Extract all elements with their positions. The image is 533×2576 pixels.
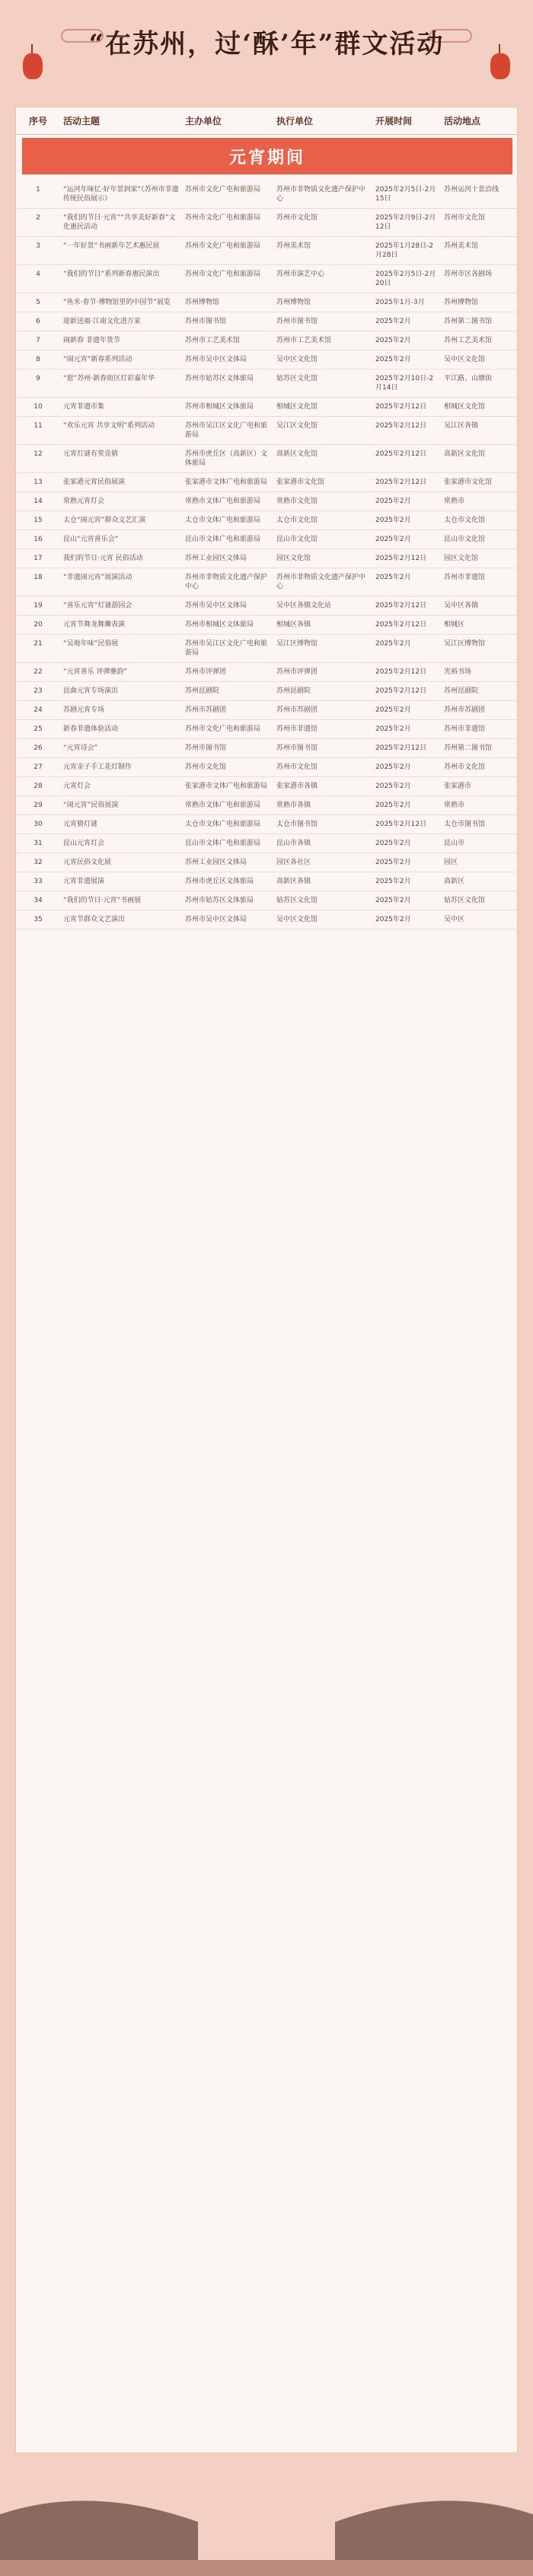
cell-theme: 昆曲元宵专场演出 bbox=[63, 687, 119, 695]
cell-location: 吴江区博物馆 bbox=[444, 640, 486, 648]
cell-location: 苏州市非遗馆 bbox=[444, 725, 486, 733]
cell-index: 10 bbox=[34, 403, 43, 411]
cell-location: 苏州市文化馆 bbox=[444, 214, 486, 222]
cell-host: 苏州市非物质文化遗产保护中心 bbox=[185, 574, 268, 590]
table-row bbox=[16, 492, 519, 511]
table-row bbox=[16, 597, 519, 616]
cell-location: 太仓市图书馆 bbox=[444, 821, 486, 828]
cell-theme: “喜乐元宵”灯谜游园会 bbox=[63, 602, 132, 610]
table-row bbox=[16, 910, 519, 930]
cell-theme: 元宵灯谜有奖竞猜 bbox=[63, 450, 119, 458]
cell-time: 2025年2月 bbox=[375, 763, 411, 771]
cell-time: 2025年2月 bbox=[375, 802, 411, 809]
table-row bbox=[16, 872, 519, 891]
cell-time: 2025年2月 bbox=[375, 640, 411, 648]
cell-executor: 园区文化馆 bbox=[276, 555, 311, 562]
cell-executor: 常熟市文化馆 bbox=[276, 498, 318, 505]
table-row bbox=[16, 530, 519, 549]
cell-time: 2025年1月-3月 bbox=[375, 299, 425, 306]
cell-location: 高新区 bbox=[444, 878, 465, 885]
table-row bbox=[16, 815, 519, 834]
cell-theme: 元宵猜灯谜 bbox=[63, 821, 98, 828]
cell-executor: 苏州市演艺中心 bbox=[276, 270, 325, 278]
cell-index: 23 bbox=[34, 687, 43, 695]
cell-time: 2025年2月10日-2月14日 bbox=[375, 375, 434, 392]
cell-time: 2025年2月9日-2月12日 bbox=[375, 214, 436, 231]
period-banner bbox=[22, 138, 512, 174]
cell-executor: 张家港市各镇 bbox=[276, 782, 318, 790]
page-title-wrap bbox=[0, 23, 533, 60]
cell-location: 吴中区各镇 bbox=[444, 602, 479, 610]
table-row bbox=[16, 777, 519, 796]
table-row bbox=[16, 237, 519, 265]
cell-index: 16 bbox=[34, 536, 43, 543]
table-row bbox=[16, 549, 519, 568]
cell-location: 苏州市文化馆 bbox=[444, 763, 486, 771]
cell-executor: 园区各社区 bbox=[276, 859, 311, 866]
cell-location: 吴江区各镇 bbox=[444, 422, 479, 430]
cell-time: 2025年2月 bbox=[375, 574, 411, 581]
cell-index: 32 bbox=[34, 859, 43, 866]
cell-location: 姑苏区文化馆 bbox=[444, 897, 486, 904]
cell-index: 3 bbox=[36, 242, 40, 250]
col-header-executor: 执行单位 bbox=[276, 116, 314, 126]
cell-theme: “非遗闹元宵”展演活动 bbox=[63, 574, 132, 581]
cell-index: 18 bbox=[34, 574, 43, 581]
cell-location: 吴中区 bbox=[444, 916, 465, 923]
cell-index: 33 bbox=[34, 878, 43, 885]
table-row bbox=[16, 682, 519, 701]
col-header-index: 序号 bbox=[28, 116, 47, 126]
cell-executor: 吴中区文化馆 bbox=[276, 916, 318, 923]
cell-host: 张家港市文体广电和旅游局 bbox=[185, 782, 268, 790]
cell-index: 34 bbox=[34, 897, 43, 904]
cell-executor: 相城区文化馆 bbox=[276, 403, 318, 411]
cell-index: 2 bbox=[36, 214, 40, 222]
roof-illustration bbox=[0, 2469, 533, 2576]
cell-theme: “元宵喜乐 评弹雅韵” bbox=[63, 668, 128, 676]
cell-index: 14 bbox=[34, 498, 43, 505]
cell-host: 苏州市苏剧团 bbox=[185, 706, 227, 714]
cell-host: 苏州市相城区文体旅局 bbox=[185, 621, 254, 629]
cell-time: 2025年2月12日 bbox=[375, 621, 427, 629]
cell-location: 园区文化馆 bbox=[444, 555, 479, 562]
cell-time: 2025年2月 bbox=[375, 356, 411, 363]
cell-theme: 元宵民俗文化展 bbox=[63, 859, 112, 866]
cell-host: 苏州市吴江区文化广电和旅游局 bbox=[185, 422, 268, 439]
cell-theme: 元宵节群众文艺演出 bbox=[63, 916, 126, 923]
cell-index: 13 bbox=[34, 478, 43, 486]
table-row bbox=[16, 663, 519, 682]
cell-host: 苏州市吴中区文体局 bbox=[185, 356, 247, 363]
cell-theme: 元宵非遗市集 bbox=[63, 403, 105, 411]
table-row bbox=[16, 265, 519, 293]
table-row bbox=[16, 635, 519, 663]
cell-index: 7 bbox=[36, 337, 40, 344]
cell-time: 2025年2月12日 bbox=[375, 422, 427, 430]
cell-executor: 苏州昆剧院 bbox=[276, 687, 311, 695]
table-row bbox=[16, 758, 519, 777]
cell-index: 25 bbox=[34, 725, 43, 733]
cell-index: 8 bbox=[36, 356, 40, 363]
cell-location: 吴中区文化馆 bbox=[444, 356, 486, 363]
cell-host: 昆山市文体广电和旅游局 bbox=[185, 840, 261, 847]
cell-theme: 元宵节舞龙舞狮表演 bbox=[63, 621, 126, 629]
cell-host: 苏州市文化广电和旅游局 bbox=[185, 270, 261, 278]
cell-time: 2025年2月12日 bbox=[375, 668, 427, 676]
cell-theme: “我们的节日·元宵”“共享美好新春”文化惠民活动 bbox=[63, 214, 176, 231]
cell-executor: 昆山市文化馆 bbox=[276, 536, 318, 543]
col-header-location: 活动地点 bbox=[444, 116, 481, 126]
cell-location: 苏州昆剧院 bbox=[444, 687, 479, 695]
cell-executor: 张家港市文化馆 bbox=[276, 478, 325, 486]
cell-host: 太仓市文体广电和旅游局 bbox=[185, 821, 261, 828]
cell-time: 2025年2月 bbox=[375, 498, 411, 505]
cell-time: 2025年2月 bbox=[375, 536, 411, 543]
cell-executor: 太仓市图书馆 bbox=[276, 821, 318, 828]
cell-executor: 高新区各镇 bbox=[276, 878, 311, 885]
cell-executor: 苏州市非物质文化遗产保护中心 bbox=[276, 574, 366, 590]
cell-executor: 姑苏区文化馆 bbox=[276, 897, 318, 904]
cell-host: 苏州市吴中区文体局 bbox=[185, 602, 247, 610]
cell-executor: 苏州市苏剧团 bbox=[276, 706, 318, 714]
cell-host: 苏州市文化广电和旅游局 bbox=[185, 186, 261, 194]
cell-time: 2025年2月 bbox=[375, 706, 411, 714]
cell-time: 2025年2月12日 bbox=[375, 602, 427, 610]
cell-theme: “一年好景”书画新年艺术惠民展 bbox=[63, 242, 160, 250]
cell-time: 2025年2月 bbox=[375, 517, 411, 524]
table-row bbox=[16, 293, 519, 312]
cell-host: 苏州工业园区文体局 bbox=[185, 859, 247, 866]
cell-time: 2025年2月12日 bbox=[375, 555, 427, 562]
cell-location: 相城区文化馆 bbox=[444, 403, 486, 411]
cell-location: 苏州美术馆 bbox=[444, 242, 479, 250]
cell-executor: 吴江区博物馆 bbox=[276, 640, 318, 648]
cell-theme: “元宵诗会” bbox=[63, 744, 98, 752]
table-header bbox=[16, 107, 519, 135]
cell-time: 2025年1月28日-2月28日 bbox=[375, 242, 434, 259]
cell-executor: 吴中区各镇文化站 bbox=[276, 602, 332, 610]
cell-index: 11 bbox=[34, 422, 43, 430]
cell-theme: “运河年味忆·好年景润家”（苏州市非遗传统民俗展示） bbox=[63, 186, 179, 203]
cell-time: 2025年2月12日 bbox=[375, 450, 427, 458]
cell-index: 22 bbox=[34, 668, 43, 676]
cell-index: 35 bbox=[34, 916, 43, 923]
cell-theme: 常熟元宵灯会 bbox=[63, 498, 105, 505]
table-row bbox=[16, 473, 519, 492]
cell-theme: “吴地年味”民俗展 bbox=[63, 640, 119, 648]
cell-location: 相城区 bbox=[444, 621, 465, 629]
table-row bbox=[16, 331, 519, 350]
cell-theme: “逛”苏州·新春街区灯彩嘉年华 bbox=[63, 375, 155, 382]
cell-index: 4 bbox=[36, 270, 40, 278]
cell-location: 昆山市文化馆 bbox=[444, 536, 486, 543]
cell-time: 2025年2月5日-2月20日 bbox=[375, 270, 436, 287]
cell-executor: 相城区各镇 bbox=[276, 621, 311, 629]
cell-theme: “我们的节日·元宵”书画展 bbox=[63, 897, 142, 904]
cell-host: 苏州市工艺美术馆 bbox=[185, 337, 241, 344]
cell-executor: 姑苏区文化馆 bbox=[276, 375, 318, 382]
table-row bbox=[16, 350, 519, 370]
cell-host: 苏州市吴中区文体局 bbox=[185, 916, 247, 923]
cell-theme: 太仓“闹元宵”群众文艺汇演 bbox=[63, 517, 146, 524]
cell-executor: 常熟市各镇 bbox=[276, 802, 311, 809]
table-row bbox=[16, 616, 519, 635]
cell-host: 太仓市文体广电和旅游局 bbox=[185, 517, 261, 524]
cell-time: 2025年2月 bbox=[375, 725, 411, 733]
cell-theme: 元宵亲子手工花灯制作 bbox=[63, 763, 132, 771]
table-row bbox=[16, 891, 519, 910]
col-header-host: 主办单位 bbox=[185, 116, 222, 126]
cell-theme: 迎新送福·江南文化进万家 bbox=[63, 318, 141, 325]
cell-host: 苏州博物馆 bbox=[185, 299, 220, 306]
cell-location: 光裕书场 bbox=[444, 668, 472, 676]
cell-theme: “我们的节日”系列新春惠民演出 bbox=[63, 270, 160, 278]
cell-location: 昆山市 bbox=[444, 840, 465, 847]
table-row bbox=[16, 796, 519, 815]
cell-index: 1 bbox=[36, 186, 40, 194]
cell-time: 2025年2月 bbox=[375, 859, 411, 866]
cell-host: 昆山市文体广电和旅游局 bbox=[185, 536, 261, 543]
cell-executor: 苏州市评弹团 bbox=[276, 668, 318, 676]
cell-executor: 苏州市非遗馆 bbox=[276, 725, 318, 733]
cell-index: 24 bbox=[34, 706, 43, 714]
activity-table bbox=[15, 107, 518, 2453]
cell-time: 2025年2月 bbox=[375, 878, 411, 885]
cell-host: 苏州市姑苏区文体旅局 bbox=[185, 375, 254, 382]
cell-index: 19 bbox=[34, 602, 43, 610]
table-row bbox=[16, 417, 519, 445]
cell-location: 苏州市非遗馆 bbox=[444, 574, 486, 581]
table-row bbox=[16, 181, 519, 209]
cell-location: 苏州第二图书馆 bbox=[444, 318, 493, 325]
cell-location: 张家港市 bbox=[444, 782, 472, 790]
cell-host: 苏州市相城区文体旅局 bbox=[185, 403, 254, 411]
cell-executor: 苏州美术馆 bbox=[276, 242, 311, 250]
cell-index: 6 bbox=[36, 318, 40, 325]
cell-host: 苏州市图书馆 bbox=[185, 744, 227, 752]
period-label: 元宵期间 bbox=[228, 147, 305, 168]
cell-theme: “欢乐元宵 共享文明”系列活动 bbox=[63, 422, 155, 430]
table-row bbox=[16, 739, 519, 758]
cell-theme: “闹元宵”民俗展演 bbox=[63, 802, 119, 809]
cell-executor: 昆山市各镇 bbox=[276, 840, 311, 847]
table-row bbox=[16, 370, 519, 398]
cell-executor: 苏州市文化馆 bbox=[276, 214, 318, 222]
cell-time: 2025年2月12日 bbox=[375, 744, 427, 752]
cell-time: 2025年2月 bbox=[375, 840, 411, 847]
cell-index: 26 bbox=[34, 744, 43, 752]
cell-host: 苏州市文化广电和旅游局 bbox=[185, 214, 261, 222]
table-row bbox=[16, 445, 519, 473]
cell-location: 苏州博物馆 bbox=[444, 299, 479, 306]
cell-index: 12 bbox=[34, 450, 43, 458]
cell-index: 28 bbox=[34, 782, 43, 790]
cell-host: 张家港市文体广电和旅游局 bbox=[185, 478, 268, 486]
cell-host: 苏州市文化广电和旅游局 bbox=[185, 242, 261, 250]
cell-location: 张家港市文化馆 bbox=[444, 478, 493, 486]
cell-time: 2025年2月 bbox=[375, 337, 411, 344]
cell-host: 苏州市虎丘区文体旅局 bbox=[185, 878, 254, 885]
cell-executor: 高新区文化馆 bbox=[276, 450, 318, 458]
cell-host: 苏州工业园区文体局 bbox=[185, 555, 247, 562]
table-row bbox=[16, 209, 519, 237]
cell-executor: 吴中区文化馆 bbox=[276, 356, 318, 363]
cell-location: 苏州第二图书馆 bbox=[444, 744, 493, 752]
cell-executor: 苏州市非物质文化遗产保护中心 bbox=[276, 186, 366, 203]
table-row bbox=[16, 568, 519, 597]
cell-host: 苏州市评弹团 bbox=[185, 668, 227, 676]
cell-host: 苏州市姑苏区文体旅局 bbox=[185, 897, 254, 904]
cell-theme: 我们的节日·元宵 民俗活动 bbox=[63, 555, 143, 562]
col-header-theme: 活动主题 bbox=[63, 116, 101, 126]
cell-location: 园区 bbox=[444, 859, 458, 866]
cell-location: 苏州工艺美术馆 bbox=[444, 337, 493, 344]
table-row bbox=[16, 398, 519, 417]
cell-time: 2025年2月 bbox=[375, 897, 411, 904]
cell-host: 苏州昆剧院 bbox=[185, 687, 220, 695]
cell-host: 苏州市文化馆 bbox=[185, 763, 227, 771]
cell-theme: 昆山元宵灯会 bbox=[63, 840, 105, 847]
cell-time: 2025年2月 bbox=[375, 318, 411, 325]
cell-location: 苏州运河十景沿线 bbox=[444, 186, 499, 194]
cell-location: 常熟市 bbox=[444, 498, 465, 505]
cell-host: 常熟市文体广电和旅游局 bbox=[185, 498, 261, 505]
cell-theme: “鱼米·春节·博物馆里的中国节”展览 bbox=[63, 299, 171, 306]
cell-theme: 元宵非遗展演 bbox=[63, 878, 105, 885]
table-row bbox=[16, 853, 519, 872]
cell-host: 苏州市吴江区文化广电和旅游局 bbox=[185, 640, 268, 657]
cell-location: 平江路、山塘街 bbox=[444, 375, 493, 382]
cell-time: 2025年2月5日-2月15日 bbox=[375, 186, 436, 203]
cell-index: 5 bbox=[36, 299, 40, 306]
cell-theme: 闹新春 非遗年货节 bbox=[63, 337, 120, 344]
cell-executor: 苏州市图书馆 bbox=[276, 318, 318, 325]
cell-index: 31 bbox=[34, 840, 43, 847]
cell-location: 苏州市区各剧场 bbox=[444, 270, 493, 278]
cell-time: 2025年2月 bbox=[375, 782, 411, 790]
cell-host: 苏州市虎丘区（高新区）文体旅局 bbox=[185, 450, 268, 467]
page-title: “在苏州，过‘酥’年”群文活动 bbox=[88, 29, 445, 59]
cell-executor: 吴江区文化馆 bbox=[276, 422, 318, 430]
cell-host: 苏州市文化广电和旅游局 bbox=[185, 725, 261, 733]
cell-theme: “闹元宵”新春系列活动 bbox=[63, 356, 132, 363]
cell-executor: 苏州市图书馆 bbox=[276, 744, 318, 752]
cell-theme: 新春非遗体验活动 bbox=[63, 725, 119, 733]
cell-theme: 苏剧元宵专场 bbox=[63, 706, 105, 714]
cell-time: 2025年2月12日 bbox=[375, 478, 427, 486]
cell-executor: 苏州市文化馆 bbox=[276, 763, 318, 771]
cell-host: 苏州市图书馆 bbox=[185, 318, 227, 325]
cell-index: 17 bbox=[34, 555, 43, 562]
cell-index: 9 bbox=[36, 375, 40, 382]
table-row bbox=[16, 511, 519, 530]
cell-executor: 太仓市文化馆 bbox=[276, 517, 318, 524]
cell-time: 2025年2月12日 bbox=[375, 403, 427, 411]
table-body bbox=[16, 181, 519, 930]
cell-time: 2025年2月12日 bbox=[375, 687, 427, 695]
cell-theme: 张家港元宵民俗展演 bbox=[63, 478, 126, 486]
cell-time: 2025年2月 bbox=[375, 916, 411, 923]
cell-index: 21 bbox=[34, 640, 43, 648]
cell-theme: 元宵灯会 bbox=[63, 782, 91, 790]
cell-index: 27 bbox=[34, 763, 43, 771]
cell-index: 20 bbox=[34, 621, 43, 629]
cell-location: 高新区文化馆 bbox=[444, 450, 486, 458]
cell-location: 太仓市文化馆 bbox=[444, 517, 486, 524]
cell-index: 29 bbox=[34, 802, 43, 809]
cell-location: 常熟市 bbox=[444, 802, 465, 809]
table-row bbox=[16, 701, 519, 720]
cell-location: 苏州市苏剧团 bbox=[444, 706, 486, 714]
cell-executor: 苏州博物馆 bbox=[276, 299, 311, 306]
table-row bbox=[16, 834, 519, 853]
cell-index: 30 bbox=[34, 821, 43, 828]
cell-index: 15 bbox=[34, 517, 43, 524]
table-row bbox=[16, 720, 519, 739]
table-row bbox=[16, 312, 519, 331]
cell-host: 常熟市文体广电和旅游局 bbox=[185, 802, 261, 809]
cell-theme: 昆山“元宵喜乐会” bbox=[63, 536, 119, 543]
cell-time: 2025年2月12日 bbox=[375, 821, 427, 828]
cell-executor: 苏州市工艺美术馆 bbox=[276, 337, 332, 344]
col-header-time: 开展时间 bbox=[375, 116, 413, 126]
